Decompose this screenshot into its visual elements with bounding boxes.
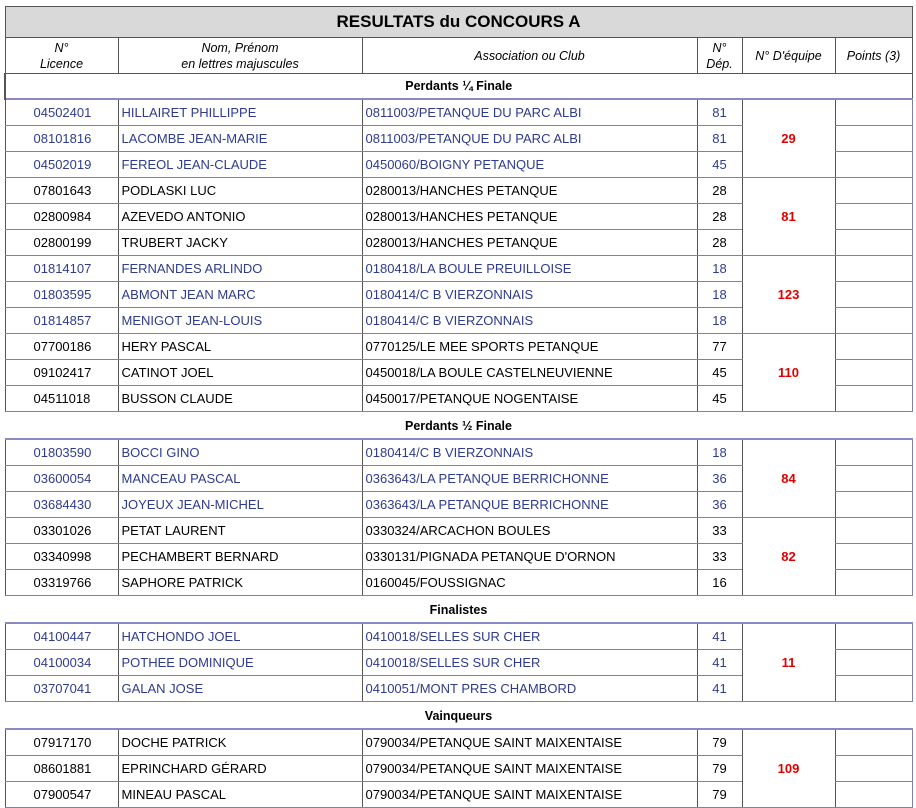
points-cell [835,178,912,204]
points-cell [835,623,912,650]
header-licence-line1: N° [54,40,69,55]
club-cell: 0770125/LE MEE SPORTS PETANQUE [362,334,697,360]
points-cell [835,518,912,544]
club-cell: 0450060/BOIGNY PETANQUE [362,152,697,178]
player-name-cell: HATCHONDO JOEL [118,623,362,650]
department-cell: 36 [697,492,742,518]
licence-cell: 01803590 [5,439,118,466]
points-cell [835,729,912,756]
licence-cell: 08101816 [5,126,118,152]
header-licence [5,38,118,74]
header-name [118,38,362,74]
table-row [5,729,912,756]
section-header [5,414,912,439]
points-cell [835,650,912,676]
header-points: Points (3) [835,38,912,74]
points-cell [835,308,912,334]
player-name-cell: MANCEAU PASCAL [118,466,362,492]
department-cell: 28 [697,204,742,230]
club-cell: 0180414/C B VIERZONNAIS [362,308,697,334]
club-cell: 0811003/PETANQUE DU PARC ALBI [362,99,697,126]
licence-cell: 09102417 [5,360,118,386]
header-dep [697,38,742,74]
player-name-cell: CATINOT JOEL [118,360,362,386]
points-cell [835,439,912,466]
licence-cell: 07917170 [5,729,118,756]
points-cell [835,676,912,702]
department-cell: 36 [697,466,742,492]
club-cell: 0363643/LA PETANQUE BERRICHONNE [362,492,697,518]
points-cell [835,360,912,386]
licence-cell: 07801643 [5,178,118,204]
licence-cell: 04502401 [5,99,118,126]
club-cell: 0160045/FOUSSIGNAC [362,570,697,596]
points-cell [835,204,912,230]
team-number: 82 [742,518,835,596]
department-cell: 18 [697,308,742,334]
licence-cell: 01814857 [5,308,118,334]
results-body [5,74,912,808]
points-cell [835,126,912,152]
table-row [5,439,912,466]
player-name-cell: PETAT LAURENT [118,518,362,544]
points-cell [835,99,912,126]
department-cell: 81 [697,99,742,126]
department-cell: 33 [697,544,742,570]
player-name-cell: DOCHE PATRICK [118,729,362,756]
department-cell: 45 [697,152,742,178]
header-name-line2: en lettres majuscules [181,56,299,71]
licence-cell: 04100447 [5,623,118,650]
team-number: 29 [742,99,835,178]
player-name-cell: POTHEE DOMINIQUE [118,650,362,676]
club-cell: 0180418/LA BOULE PREUILLOISE [362,256,697,282]
licence-cell: 07700186 [5,334,118,360]
table-row [5,256,912,282]
department-cell: 28 [697,178,742,204]
team-number: 11 [742,623,835,702]
department-cell: 81 [697,126,742,152]
club-cell: 0330324/ARCACHON BOULES [362,518,697,544]
player-name-cell: BUSSON CLAUDE [118,386,362,412]
club-cell: 0450017/PETANQUE NOGENTAISE [362,386,697,412]
department-cell: 45 [697,386,742,412]
points-cell [835,782,912,808]
department-cell: 41 [697,623,742,650]
department-cell: 79 [697,729,742,756]
club-cell: 0363643/LA PETANQUE BERRICHONNE [362,466,697,492]
points-cell [835,256,912,282]
player-name-cell: JOYEUX JEAN-MICHEL [118,492,362,518]
results-table [4,6,913,808]
header-dep-line2: Dép. [706,56,733,71]
club-cell: 0790034/PETANQUE SAINT MAIXENTAISE [362,729,697,756]
team-number: 84 [742,439,835,518]
department-cell: 79 [697,782,742,808]
club-cell: 0410051/MONT PRES CHAMBORD [362,676,697,702]
player-name-cell: HILLAIRET PHILLIPPE [118,99,362,126]
licence-cell: 03707041 [5,676,118,702]
points-cell [835,386,912,412]
team-number: 110 [742,334,835,412]
licence-cell: 03319766 [5,570,118,596]
club-cell: 0280013/HANCHES PETANQUE [362,204,697,230]
points-cell [835,492,912,518]
table-row [5,518,912,544]
department-cell: 79 [697,756,742,782]
club-cell: 0790034/PETANQUE SAINT MAIXENTAISE [362,756,697,782]
department-cell: 28 [697,230,742,256]
club-cell: 0280013/HANCHES PETANQUE [362,230,697,256]
department-cell: 41 [697,676,742,702]
section-header [5,74,912,100]
licence-cell: 04100034 [5,650,118,676]
section-title: Perdants ¼ Finale [5,74,912,100]
results-sheet [4,6,913,808]
points-cell [835,152,912,178]
points-cell [835,466,912,492]
licence-cell: 01814107 [5,256,118,282]
player-name-cell: FEREOL JEAN-CLAUDE [118,152,362,178]
department-cell: 18 [697,282,742,308]
page-title: RESULTATS du CONCOURS A [5,7,912,38]
licence-cell: 07900547 [5,782,118,808]
player-name-cell: AZEVEDO ANTONIO [118,204,362,230]
points-cell [835,230,912,256]
player-name-cell: GALAN JOSE [118,676,362,702]
department-cell: 77 [697,334,742,360]
club-cell: 0811003/PETANQUE DU PARC ALBI [362,126,697,152]
header-licence-line2: Licence [39,56,84,71]
licence-cell: 01803595 [5,282,118,308]
licence-cell: 03340998 [5,544,118,570]
points-cell [835,544,912,570]
licence-cell: 08601881 [5,756,118,782]
player-name-cell: BOCCI GINO [118,439,362,466]
team-number: 81 [742,178,835,256]
club-cell: 0180414/C B VIERZONNAIS [362,282,697,308]
club-cell: 0410018/SELLES SUR CHER [362,623,697,650]
player-name-cell: ABMONT JEAN MARC [118,282,362,308]
licence-cell: 02800984 [5,204,118,230]
points-cell [835,756,912,782]
department-cell: 33 [697,518,742,544]
table-row [5,99,912,126]
team-number: 123 [742,256,835,334]
department-cell: 18 [697,256,742,282]
header-dep-line1: N° [712,40,727,55]
header-name-line1: Nom, Prénom [201,40,279,55]
points-cell [835,282,912,308]
licence-cell: 04511018 [5,386,118,412]
player-name-cell: TRUBERT JACKY [118,230,362,256]
player-name-cell: EPRINCHARD GÉRARD [118,756,362,782]
club-cell: 0790034/PETANQUE SAINT MAIXENTAISE [362,782,697,808]
header-team: N° D'équipe [742,38,835,74]
department-cell: 45 [697,360,742,386]
player-name-cell: MINEAU PASCAL [118,782,362,808]
table-row [5,178,912,204]
licence-cell: 03301026 [5,518,118,544]
club-cell: 0280013/HANCHES PETANQUE [362,178,697,204]
club-cell: 0180414/C B VIERZONNAIS [362,439,697,466]
club-cell: 0450018/LA BOULE CASTELNEUVIENNE [362,360,697,386]
department-cell: 16 [697,570,742,596]
player-name-cell: MENIGOT JEAN-LOUIS [118,308,362,334]
player-name-cell: PODLASKI LUC [118,178,362,204]
section-header [5,704,912,729]
department-cell: 41 [697,650,742,676]
section-title: Perdants ½ Finale [405,419,512,433]
section-title: Finalistes [429,603,488,617]
club-cell: 0330131/PIGNADA PETANQUE D'ORNON [362,544,697,570]
player-name-cell: FERNANDES ARLINDO [118,256,362,282]
club-cell: 0410018/SELLES SUR CHER [362,650,697,676]
table-row [5,334,912,360]
points-cell [835,570,912,596]
table-row [5,623,912,650]
header-club: Association ou Club [362,38,697,74]
player-name-cell: PECHAMBERT BERNARD [118,544,362,570]
points-cell [835,334,912,360]
player-name-cell: SAPHORE PATRICK [118,570,362,596]
player-name-cell: HERY PASCAL [118,334,362,360]
licence-cell: 02800199 [5,230,118,256]
licence-cell: 03684430 [5,492,118,518]
licence-cell: 03600054 [5,466,118,492]
section-title: Vainqueurs [424,709,493,723]
licence-cell: 04502019 [5,152,118,178]
section-header [5,598,912,623]
player-name-cell: LACOMBE JEAN-MARIE [118,126,362,152]
team-number: 109 [742,729,835,808]
department-cell: 18 [697,439,742,466]
